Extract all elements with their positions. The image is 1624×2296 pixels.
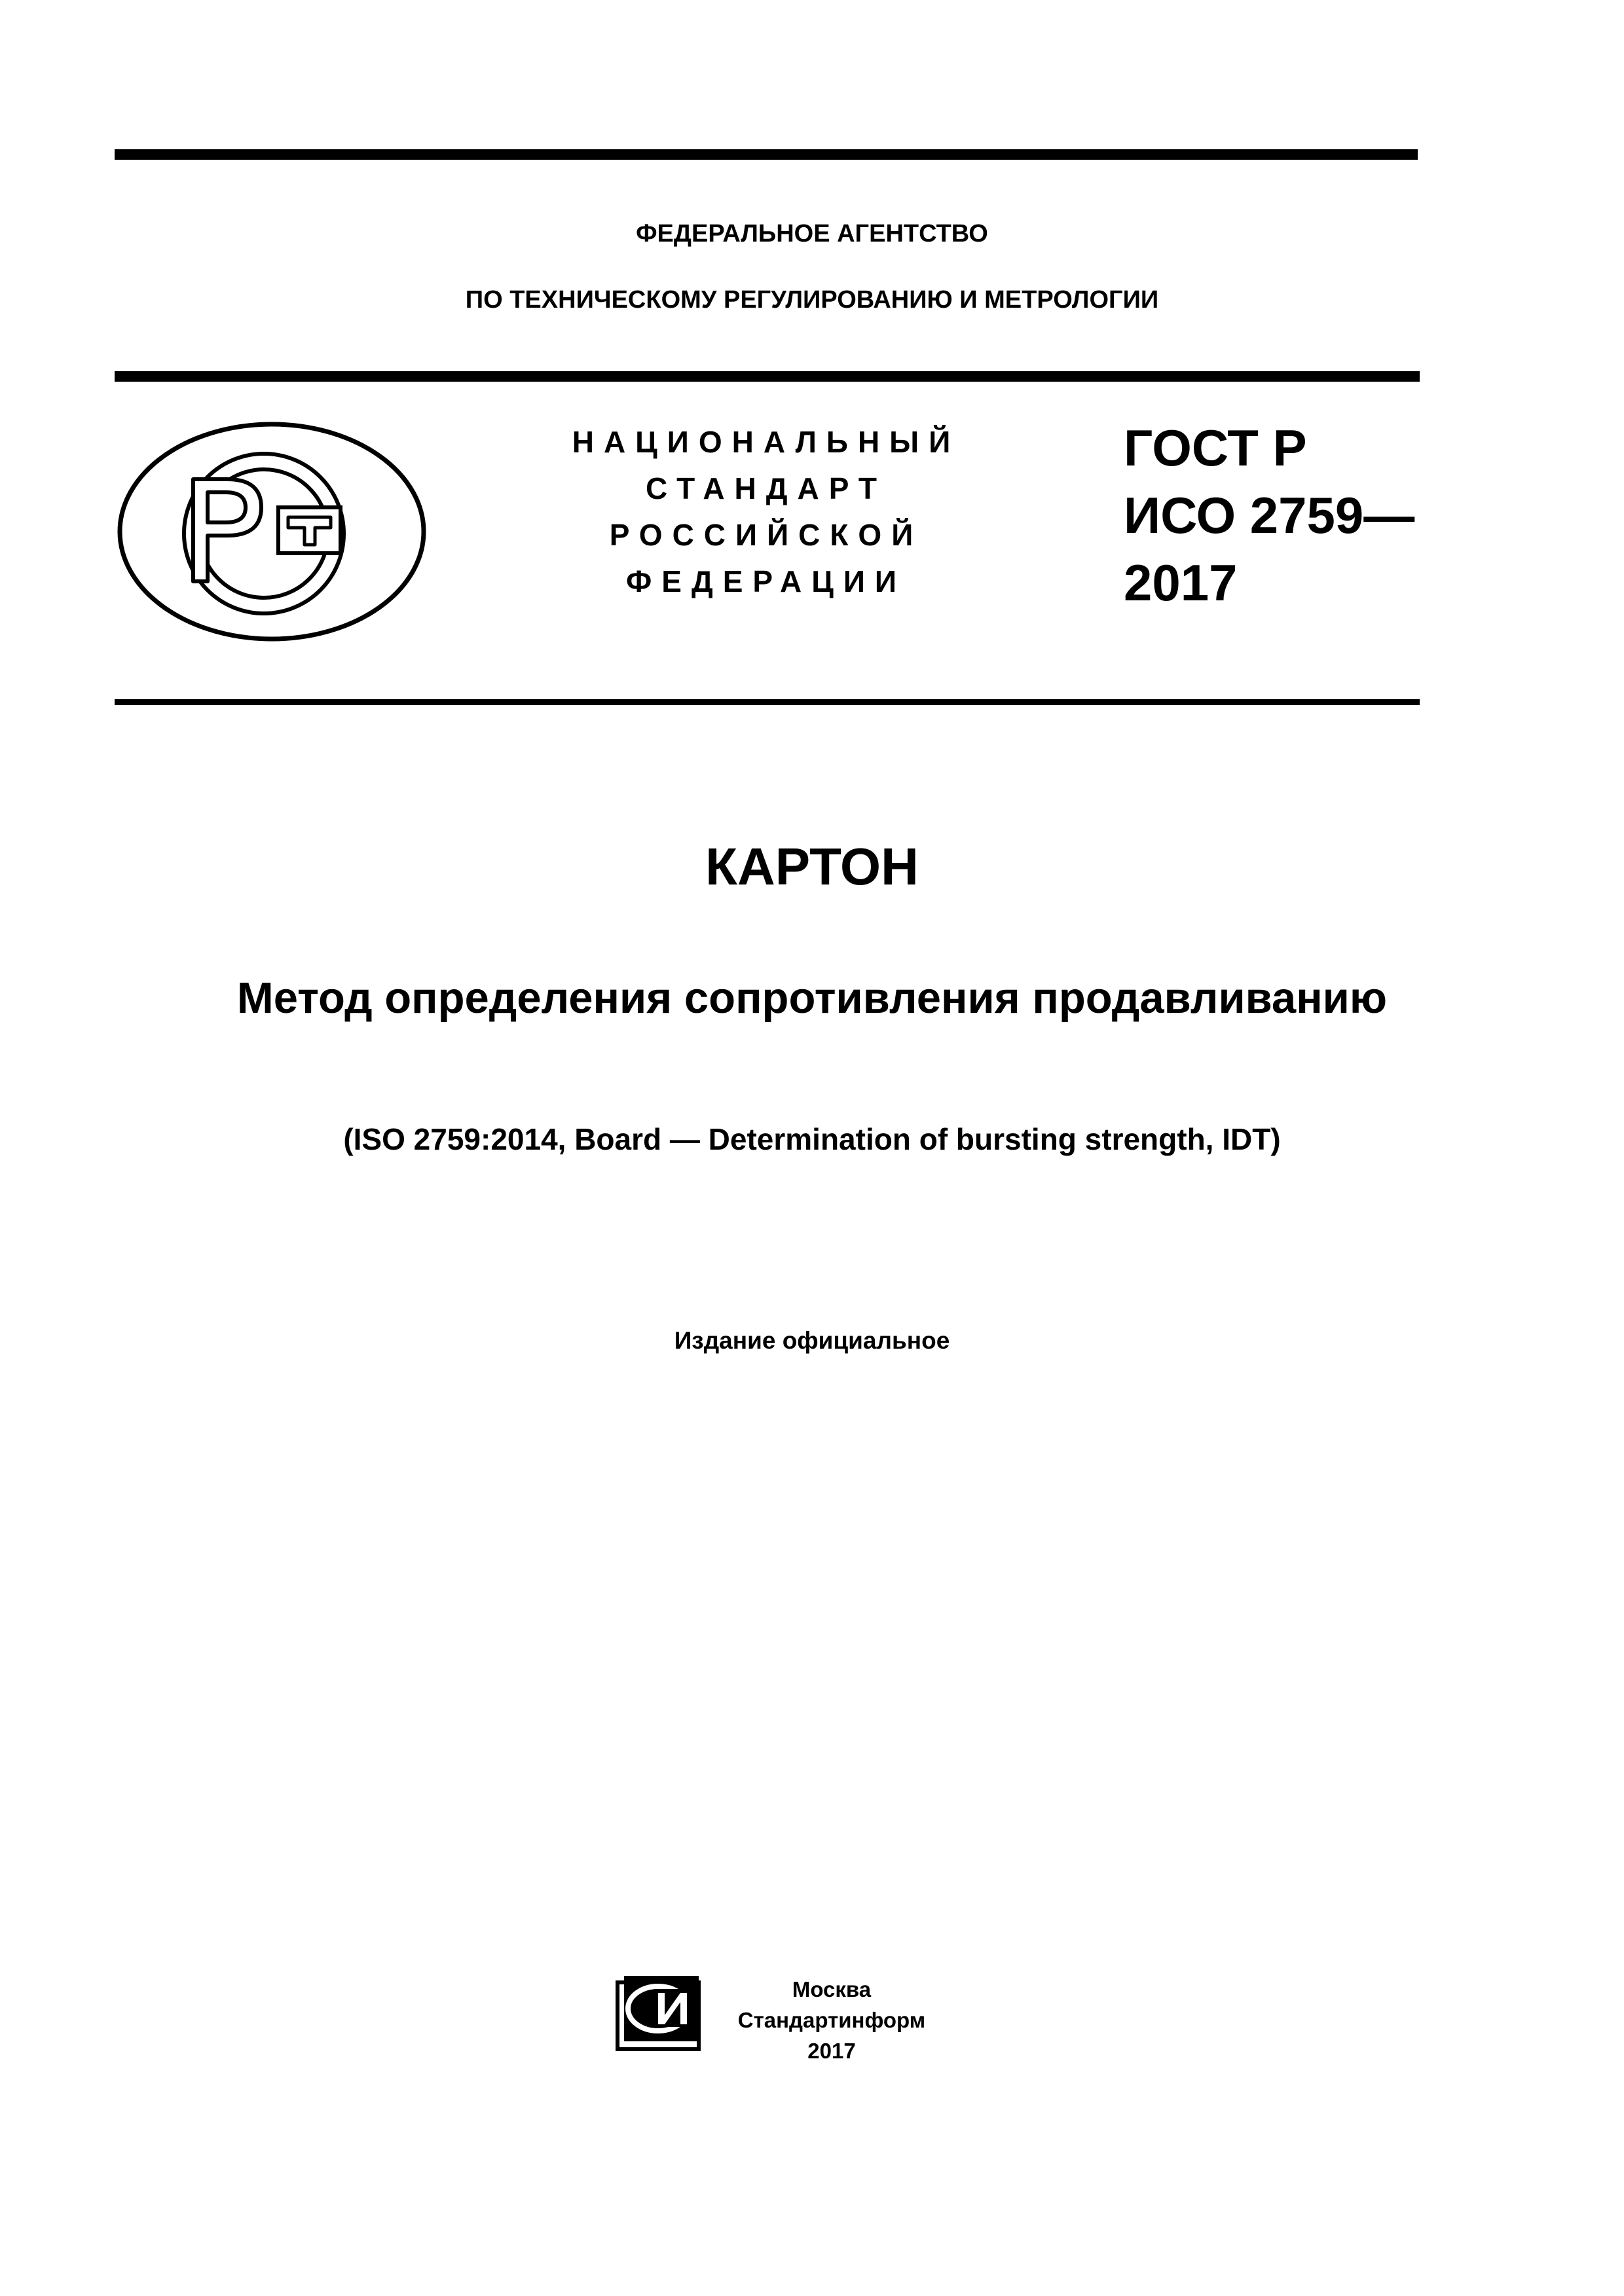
bottom-rule bbox=[115, 699, 1420, 705]
designation-line: ГОСТ Р bbox=[1124, 419, 1307, 477]
top-rule bbox=[115, 149, 1418, 160]
standartinform-si-logo-icon bbox=[612, 1971, 704, 2054]
agency-name-line-1: ФЕДЕРАЛЬНОЕ АГЕНТСТВО bbox=[636, 220, 988, 247]
publisher-imprint bbox=[727, 1974, 936, 2066]
agency-name-line-2: ПО ТЕХНИЧЕСКОМУ РЕГУЛИРОВАНИЮ И МЕТРОЛОГИИ bbox=[465, 286, 1159, 314]
document-subtitle: Метод определения сопротивления продавливанию bbox=[236, 974, 1388, 1023]
national-standard-line: ФЕДЕРАЦИИ bbox=[626, 564, 906, 598]
publisher-city: Москва bbox=[792, 1977, 872, 2001]
national-standard-heading bbox=[537, 419, 995, 605]
publisher-name: Стандартинформ bbox=[737, 2008, 926, 2032]
edition-note: Издание официальное bbox=[674, 1327, 950, 1354]
middle-rule bbox=[115, 371, 1420, 382]
designation-line: ИСО 2759— bbox=[1124, 486, 1415, 544]
national-standard-line: СТАНДАРТ bbox=[646, 471, 887, 505]
document-title: КАРТОН bbox=[705, 837, 919, 896]
designation-line: 2017 bbox=[1124, 554, 1238, 611]
national-standard-line: НАЦИОНАЛЬНЫЙ bbox=[572, 425, 961, 459]
national-standard-line: РОССИЙСКОЙ bbox=[609, 518, 923, 552]
original-standard-reference: (ISO 2759:2014, Board — Determination of bursting strength, IDT) bbox=[343, 1122, 1281, 1156]
standard-designation bbox=[1124, 414, 1414, 617]
publication-year: 2017 bbox=[807, 2039, 856, 2063]
rst-certification-mark-icon bbox=[115, 419, 429, 645]
